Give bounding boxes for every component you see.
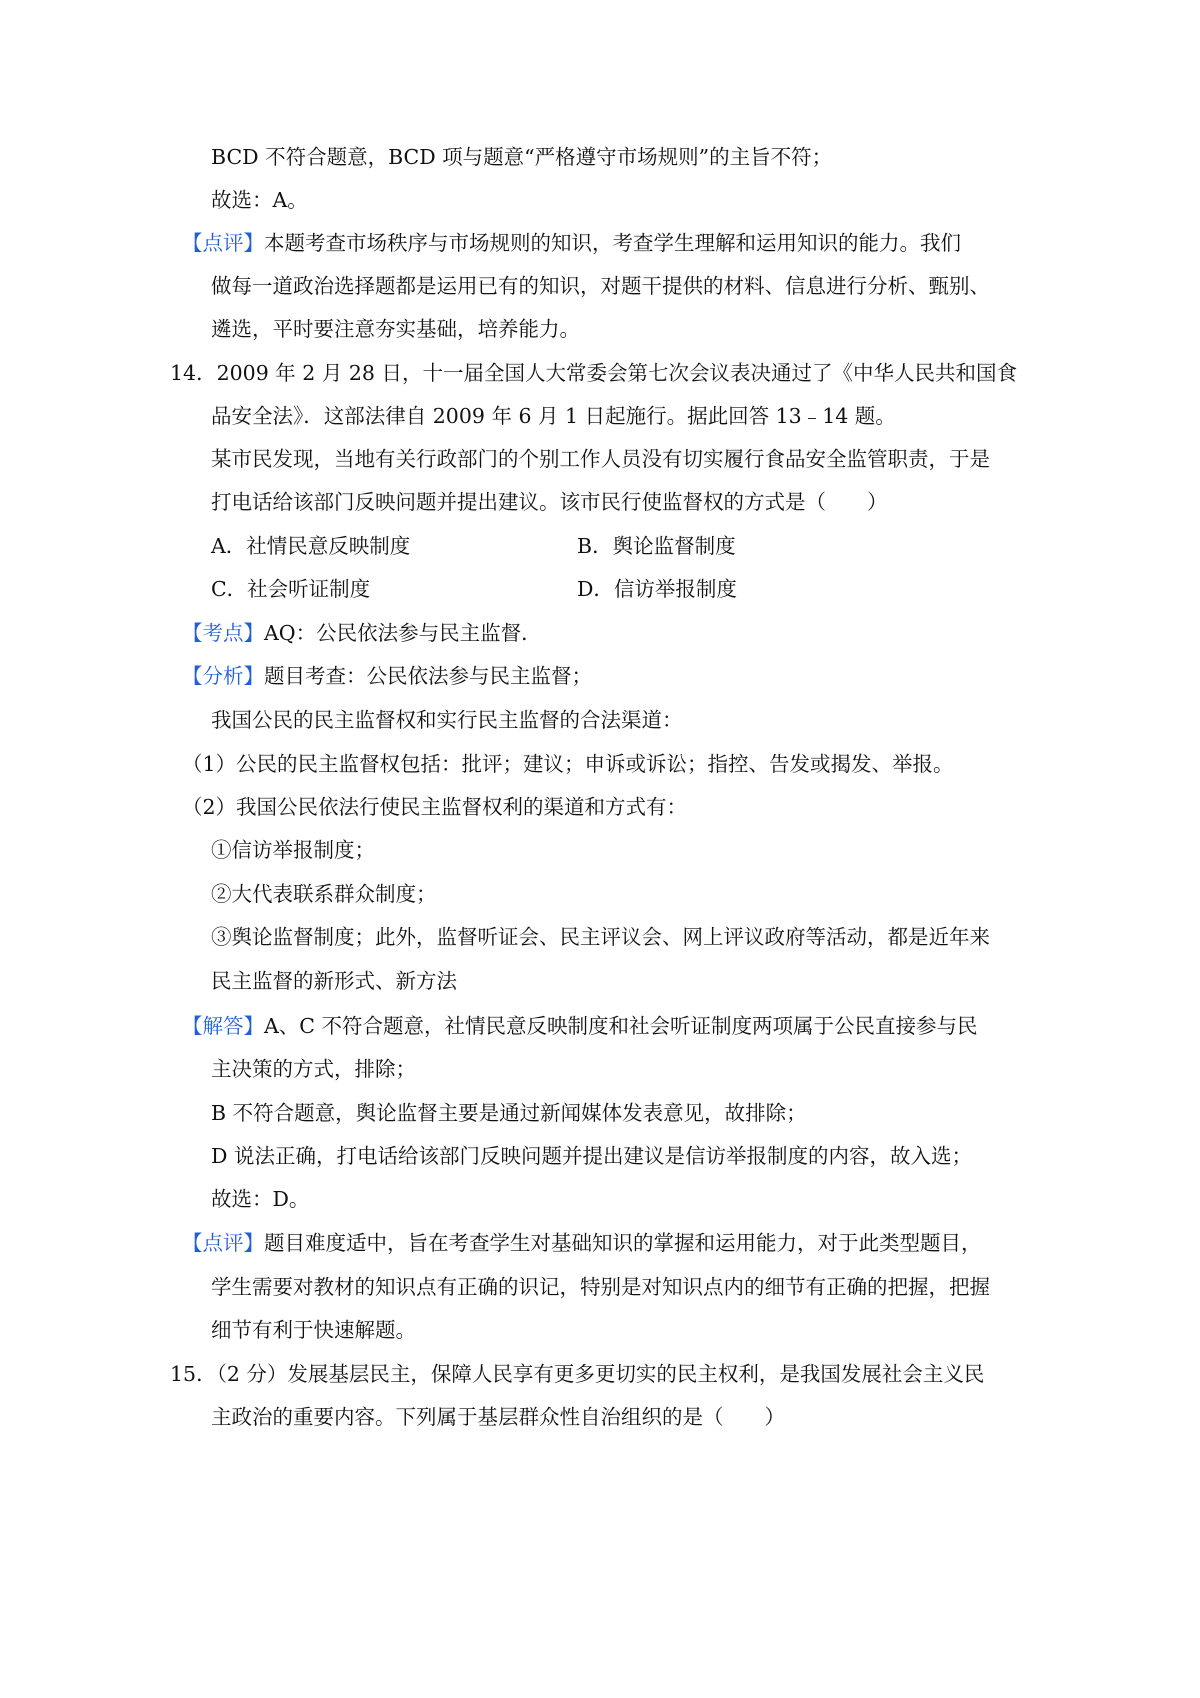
- question-14-stem: 品安全法》．这部法律自 2009 年 6 月 1 日起施行。据此回答 13﹣14 题。: [211, 404, 896, 428]
- fenxi-tag: 【分析】: [182, 664, 264, 688]
- review-line: 遴选，平时要注意夯实基础，培养能力。: [211, 317, 580, 341]
- jieda-line: 【解答】A、C 不符合题意，社情民意反映制度和社会听证制度两项属于公民直接参与民: [182, 1014, 978, 1038]
- question-14-stem: 14．2009 年 2 月 28 日，十一届全国人大常委会第七次会议表决通过了《中华人民共和国食: [170, 361, 1017, 385]
- kaodian-line: 【考点】AQ：公民依法参与民主监督．: [182, 621, 542, 645]
- question-14-stem: 某市民发现，当地有关行政部门的个别工作人员没有切实履行食品安全监管职责，于是: [211, 447, 990, 471]
- jieda-line: 故选：D。: [211, 1187, 310, 1211]
- option-b: B．舆论监督制度: [577, 534, 736, 558]
- fenxi-line: （2）我国公民依法行使民主监督权利的渠道和方式有：: [182, 795, 688, 819]
- analysis-line: BCD 不符合题意，BCD 项与题意“严格遵守市场规则”的主旨不符；: [211, 145, 833, 169]
- fenxi-line: 我国公民的民主监督权和实行民主监督的合法渠道：: [211, 708, 683, 732]
- jieda-line: 主决策的方式，排除；: [211, 1057, 416, 1081]
- answer-line: 故选：A。: [211, 188, 308, 212]
- option-d: D．信访举报制度: [577, 577, 737, 601]
- question-15-stem: 15．（2 分）发展基层民主，保障人民享有更多更切实的民主权利，是我国发展社会主义民: [170, 1362, 985, 1386]
- fenxi-line: ③舆论监督制度；此外，监督听证会、民主评议会、网上评议政府等活动，都是近年来: [211, 925, 990, 949]
- review-line: 【点评】本题考查市场秩序与市场规则的知识，考查学生理解和运用知识的能力。我们: [182, 231, 961, 255]
- kaodian-tag: 【考点】: [182, 621, 264, 645]
- dianping-line: 【点评】题目难度适中，旨在考查学生对基础知识的掌握和运用能力，对于此类型题目，: [182, 1231, 982, 1255]
- option-a: A．社情民意反映制度: [211, 534, 411, 558]
- dianping-line: 学生需要对教材的知识点有正确的识记，特别是对知识点内的细节有正确的把握，把握: [211, 1275, 990, 1299]
- jieda-line: B 不符合题意，舆论监督主要是通过新闻媒体发表意见，故排除；: [211, 1101, 807, 1125]
- question-14-stem: 打电话给该部门反映问题并提出建议。该市民行使监督权的方式是（ ）: [211, 490, 888, 514]
- fenxi-line: 【分析】题目考查：公民依法参与民主监督；: [182, 664, 592, 688]
- fenxi-line: （1）公民的民主监督权包括：批评；建议；申诉或诉讼；指控、告发或揭发、举报。: [182, 752, 954, 776]
- review-tag: 【点评】: [182, 231, 264, 255]
- jieda-tag: 【解答】: [182, 1014, 264, 1038]
- jieda-line: D 说法正确，打电话给该部门反映问题并提出建议是信访举报制度的内容，故入选；: [211, 1144, 972, 1168]
- dianping-line: 细节有利于快速解题。: [211, 1318, 416, 1342]
- option-c: C．社会听证制度: [211, 577, 371, 601]
- fenxi-line: 民主监督的新形式、新方法: [211, 969, 457, 993]
- dianping-tag: 【点评】: [182, 1231, 264, 1255]
- question-15-stem: 主政治的重要内容。下列属于基层群众性自治组织的是（ ）: [211, 1405, 785, 1429]
- fenxi-line: ①信访举报制度；: [211, 838, 375, 862]
- review-line: 做每一道政治选择题都是运用已有的知识，对题干提供的材料、信息进行分析、甄别、: [211, 274, 990, 298]
- fenxi-line: ②大代表联系群众制度；: [211, 882, 437, 906]
